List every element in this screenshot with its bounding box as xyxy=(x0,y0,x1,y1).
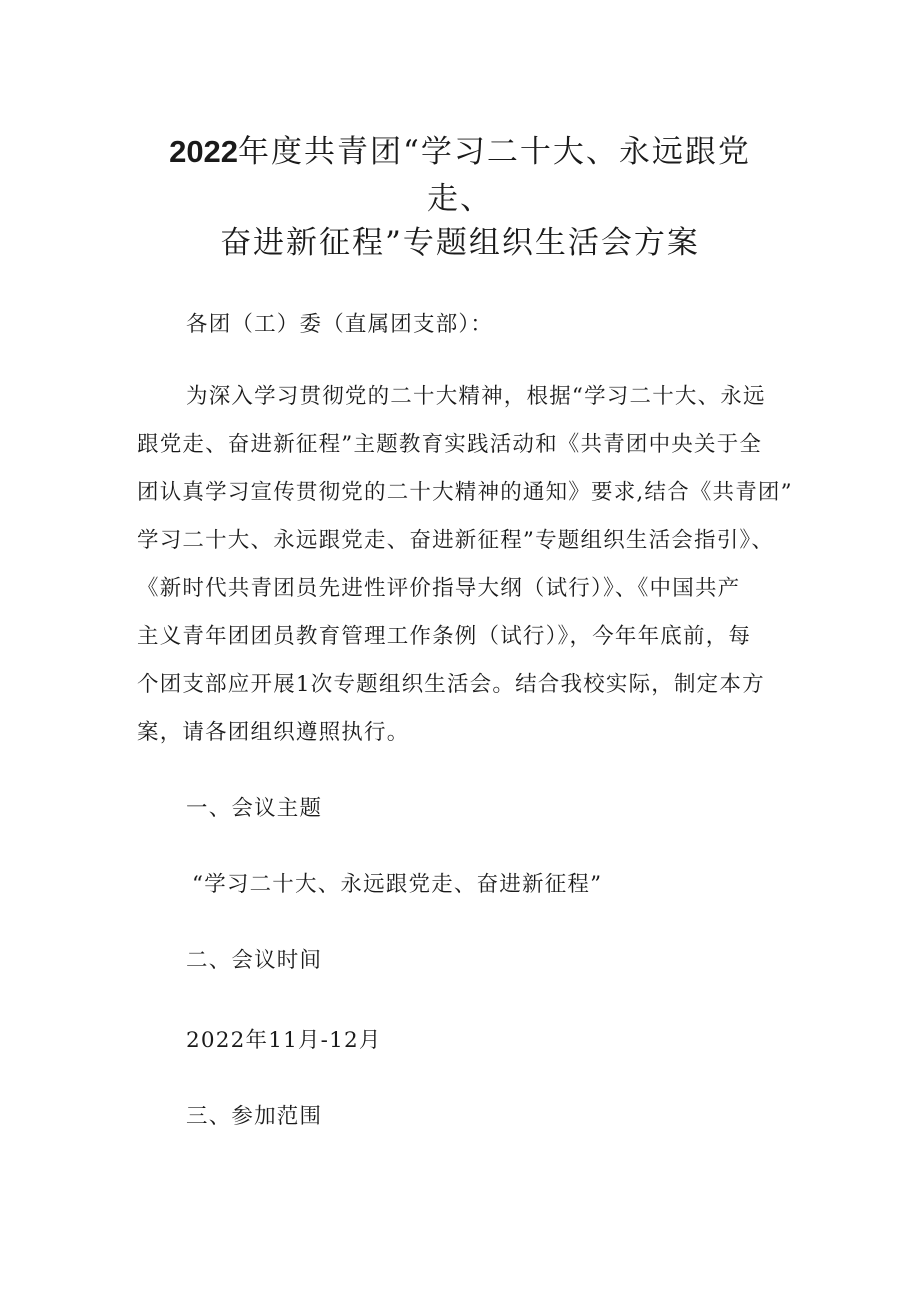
intro-line: 《新时代共青团员先进性评价指导大纲（试行）》、《中国共产 xyxy=(137,576,741,601)
intro-line: 主义青年团团员教育管理工作条例（试行）》，今年年底前，每 xyxy=(137,624,752,649)
intro-line: 跟党走、奋进新征程”主题教育实践活动和《共青团中央关于全 xyxy=(137,432,763,457)
title-year: 2022 xyxy=(169,134,239,169)
intro-line: 团认真学习宣传贯彻党的二十大精神的通知》要求,结合《共青团” xyxy=(137,480,793,505)
section-2-heading: 二、会议时间 xyxy=(186,948,323,973)
section-3-heading: 三、参加范围 xyxy=(186,1104,323,1129)
intro-line: 学习二十大、永远跟党走、奋进新征程”专题组织生活会指引》、 xyxy=(137,528,775,553)
document-title-line-2: 走、 xyxy=(427,181,493,217)
section-1-heading: 一、会议主题 xyxy=(186,796,323,821)
document-title-line-1 xyxy=(0,132,920,172)
intro-line: 为深入学习贯彻党的二十大精神，根据“学习二十大、永远 xyxy=(186,384,766,409)
section-1-content: “学习二十大、永远跟党走、奋进新征程” xyxy=(192,872,603,897)
title-line-1-text: 年度共青团“学习二十大、永远跟党 xyxy=(238,134,751,170)
section-2-content: 2022年11月-12月 xyxy=(186,1028,382,1053)
salutation: 各团（工）委（直属团支部）： xyxy=(186,312,494,337)
intro-line: 案，请各团组织遵照执行。 xyxy=(137,720,410,745)
intro-line: 个团支部应开展1次专题组织生活会。结合我校实际，制定本方 xyxy=(137,672,765,697)
document-title-line-3: 奋进新征程”专题组织生活会方案 xyxy=(220,225,700,261)
